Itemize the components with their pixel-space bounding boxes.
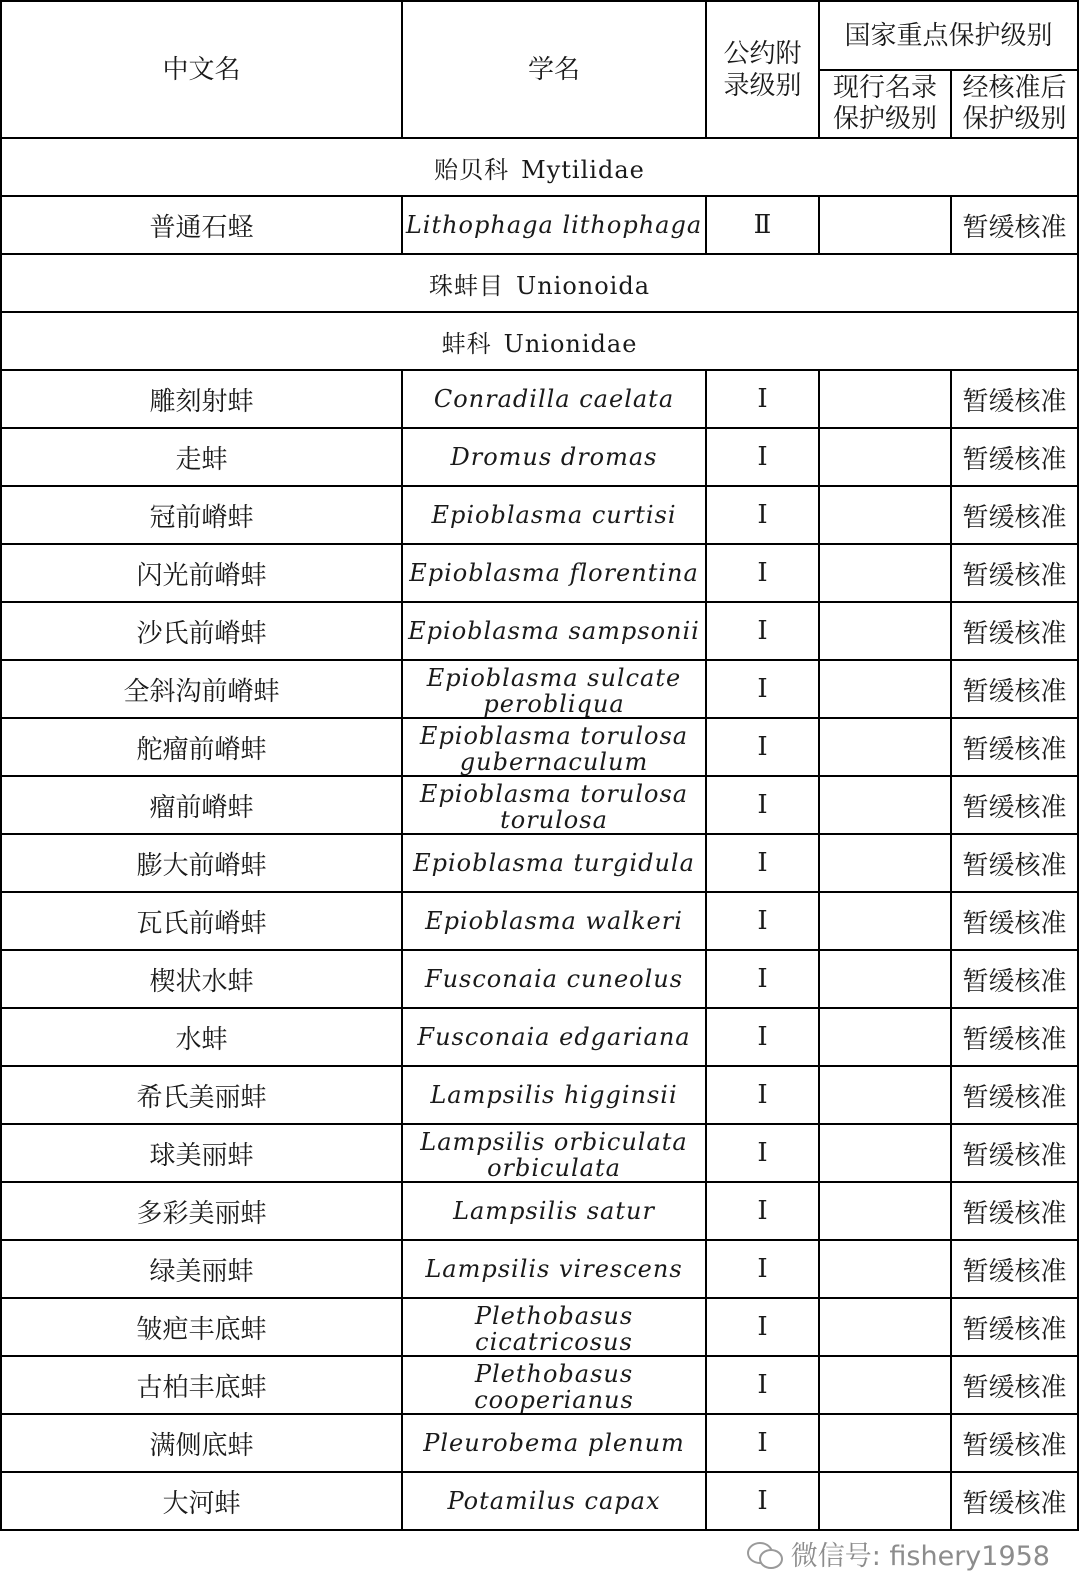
appendix-level-cell: Ⅰ — [706, 1008, 819, 1066]
approved-level-cell: 暂缓核准 — [951, 1240, 1078, 1298]
chinese-name-cell: 舵瘤前嵴蚌 — [1, 718, 402, 776]
table-row — [1, 196, 1078, 254]
scientific-name-cell — [402, 486, 706, 544]
scientific-name-part: Epioblasma walkeri — [425, 907, 683, 935]
scientific-name-cell — [402, 1182, 706, 1240]
current-level-cell — [819, 1008, 951, 1066]
approved-level-cell: 暂缓核准 — [951, 196, 1078, 254]
chinese-name-cell: 瓦氏前嵴蚌 — [1, 892, 402, 950]
scientific-name-cell — [402, 1298, 706, 1356]
scientific-name-part: Lampsilis orbiculata — [420, 1128, 688, 1156]
chinese-name-cell: 希氏美丽蚌 — [1, 1066, 402, 1124]
current-level-cell — [819, 1182, 951, 1240]
family-row — [1, 312, 1078, 370]
appendix-level-cell: Ⅰ — [706, 428, 819, 486]
appendix-level-cell: Ⅰ — [706, 1066, 819, 1124]
scientific-name-cell — [402, 1240, 706, 1298]
chinese-name-cell: 走蚌 — [1, 428, 402, 486]
header-approved-line2: 保护级别 — [962, 104, 1067, 134]
current-level-cell — [819, 370, 951, 428]
family-name-cn: 贻贝科 — [434, 155, 510, 184]
order-name-latin: Unionoida — [515, 271, 651, 300]
current-level-cell — [819, 1356, 951, 1414]
table-row — [1, 1124, 1078, 1182]
approved-level-cell: 暂缓核准 — [951, 718, 1078, 776]
approved-level-cell: 暂缓核准 — [951, 834, 1078, 892]
chinese-name-cell: 雕刻射蚌 — [1, 370, 402, 428]
scientific-name-part: cooperianus — [474, 1386, 634, 1414]
scientific-name-part: Plethobasus — [474, 1302, 634, 1330]
table-row — [1, 1008, 1078, 1066]
family-heading — [1, 312, 1078, 370]
scientific-name-part: Pleurobema plenum — [423, 1429, 685, 1457]
chinese-name-cell: 绿美丽蚌 — [1, 1240, 402, 1298]
current-level-cell — [819, 660, 951, 718]
approved-level-cell: 暂缓核准 — [951, 1182, 1078, 1240]
appendix-level-cell: Ⅰ — [706, 660, 819, 718]
chinese-name-cell: 满侧底蚌 — [1, 1414, 402, 1472]
family-row — [1, 138, 1078, 196]
chinese-name-cell: 水蚌 — [1, 1008, 402, 1066]
scientific-name-part: Epioblasma florentina — [409, 559, 699, 587]
table-row — [1, 950, 1078, 1008]
appendix-level-cell: Ⅰ — [706, 1124, 819, 1182]
current-level-cell — [819, 196, 951, 254]
current-level-cell — [819, 718, 951, 776]
scientific-name-part: Epioblasma torulosa — [419, 722, 689, 750]
scientific-name-cell — [402, 1414, 706, 1472]
table-row — [1, 892, 1078, 950]
appendix-level-cell: Ⅰ — [706, 370, 819, 428]
table-row — [1, 1066, 1078, 1124]
scientific-name-part: Epioblasma torulosa — [419, 780, 689, 808]
approved-level-cell: 暂缓核准 — [951, 1356, 1078, 1414]
appendix-level-cell: Ⅰ — [706, 602, 819, 660]
table-row — [1, 486, 1078, 544]
appendix-level-cell: Ⅰ — [706, 718, 819, 776]
approved-level-cell: 暂缓核准 — [951, 1008, 1078, 1066]
header-appendix-line1: 公约附 — [723, 38, 802, 69]
header-approved-level — [951, 70, 1078, 138]
header-current-line2: 保护级别 — [832, 104, 937, 134]
scientific-name-cell — [402, 776, 706, 834]
scientific-name-part: Epioblasma sampsonii — [408, 617, 700, 645]
scientific-name-part: Lampsilis satur — [453, 1197, 655, 1225]
approved-level-cell: 暂缓核准 — [951, 1298, 1078, 1356]
scientific-name-cell — [402, 834, 706, 892]
approved-level-cell: 暂缓核准 — [951, 950, 1078, 1008]
table-row — [1, 834, 1078, 892]
appendix-level-cell: Ⅱ — [706, 196, 819, 254]
order-name-cn: 珠蚌目 — [428, 271, 504, 300]
header-current-level — [819, 70, 951, 138]
scientific-name-part: Fusconaia cuneolus — [424, 965, 684, 993]
approved-level-cell: 暂缓核准 — [951, 1414, 1078, 1472]
table-row — [1, 1472, 1078, 1530]
chinese-name-cell: 大河蚌 — [1, 1472, 402, 1530]
appendix-level-cell: Ⅰ — [706, 1182, 819, 1240]
approved-level-cell: 暂缓核准 — [951, 1066, 1078, 1124]
chinese-name-cell: 瘤前嵴蚌 — [1, 776, 402, 834]
approved-level-cell: 暂缓核准 — [951, 486, 1078, 544]
table-row — [1, 1182, 1078, 1240]
appendix-level-cell: Ⅰ — [706, 1298, 819, 1356]
scientific-name-part: torulosa — [500, 806, 608, 834]
scientific-name-cell — [402, 602, 706, 660]
scientific-name-cell — [402, 1472, 706, 1530]
appendix-level-cell: Ⅰ — [706, 892, 819, 950]
appendix-level-cell: Ⅰ — [706, 834, 819, 892]
table-row — [1, 1356, 1078, 1414]
scientific-name-cell — [402, 1124, 706, 1182]
current-level-cell — [819, 1240, 951, 1298]
scientific-name-part: Lithophaga lithophaga — [405, 211, 703, 239]
wechat-icon — [747, 1540, 781, 1568]
appendix-level-cell: Ⅰ — [706, 1472, 819, 1530]
scientific-name-part: Lampsilis higginsii — [430, 1081, 678, 1109]
watermark-text: 微信号: fishery1958 — [790, 1541, 1050, 1572]
scientific-name-part: orbiculata — [487, 1154, 621, 1182]
watermark — [747, 1534, 1050, 1573]
order-row — [1, 254, 1078, 312]
scientific-name-cell — [402, 428, 706, 486]
chinese-name-cell: 球美丽蚌 — [1, 1124, 402, 1182]
table-row — [1, 544, 1078, 602]
chinese-name-cell: 膨大前嵴蚌 — [1, 834, 402, 892]
family-heading — [1, 138, 1078, 196]
table-row — [1, 1414, 1078, 1472]
family-name-cn: 蚌科 — [441, 329, 492, 358]
scientific-name-cell — [402, 660, 706, 718]
scientific-name-part: Epioblasma curtisi — [431, 501, 677, 529]
current-level-cell — [819, 950, 951, 1008]
approved-level-cell: 暂缓核准 — [951, 892, 1078, 950]
table-row — [1, 1240, 1078, 1298]
current-level-cell — [819, 834, 951, 892]
approved-level-cell: 暂缓核准 — [951, 1124, 1078, 1182]
scientific-name-part: Plethobasus — [474, 1360, 634, 1388]
scientific-name-cell — [402, 1066, 706, 1124]
scientific-name-cell — [402, 718, 706, 776]
chinese-name-cell: 闪光前嵴蚌 — [1, 544, 402, 602]
approved-level-cell: 暂缓核准 — [951, 776, 1078, 834]
current-level-cell — [819, 1066, 951, 1124]
table-row — [1, 776, 1078, 834]
header-current-line1: 现行名录 — [832, 73, 937, 103]
appendix-level-cell: Ⅰ — [706, 950, 819, 1008]
approved-level-cell: 暂缓核准 — [951, 370, 1078, 428]
current-level-cell — [819, 892, 951, 950]
current-level-cell — [819, 428, 951, 486]
chinese-name-cell: 沙氏前嵴蚌 — [1, 602, 402, 660]
approved-level-cell: 暂缓核准 — [951, 544, 1078, 602]
scientific-name-part: Dromus dromas — [450, 443, 658, 471]
header-appendix-line2: 录级别 — [723, 70, 802, 101]
appendix-level-cell: Ⅰ — [706, 776, 819, 834]
current-level-cell — [819, 602, 951, 660]
table-row — [1, 602, 1078, 660]
current-level-cell — [819, 544, 951, 602]
scientific-name-cell — [402, 196, 706, 254]
scientific-name-cell — [402, 1008, 706, 1066]
current-level-cell — [819, 1124, 951, 1182]
current-level-cell — [819, 486, 951, 544]
scientific-name-part: cicatricosus — [475, 1328, 633, 1356]
scientific-name-cell — [402, 892, 706, 950]
table-row — [1, 1298, 1078, 1356]
appendix-level-cell: Ⅰ — [706, 1240, 819, 1298]
scientific-name-part: Conradilla caelata — [433, 385, 675, 413]
current-level-cell — [819, 1298, 951, 1356]
approved-level-cell: 暂缓核准 — [951, 602, 1078, 660]
scientific-name-cell — [402, 370, 706, 428]
table-row — [1, 370, 1078, 428]
header-chinese-name: 中文名 — [1, 1, 402, 138]
appendix-level-cell: Ⅰ — [706, 486, 819, 544]
family-name-latin: Unionidae — [503, 329, 638, 358]
current-level-cell — [819, 1414, 951, 1472]
header-national-protection: 国家重点保护级别 — [819, 1, 1078, 70]
chinese-name-cell: 多彩美丽蚌 — [1, 1182, 402, 1240]
header-approved-line1: 经核准后 — [962, 73, 1067, 103]
current-level-cell — [819, 1472, 951, 1530]
chinese-name-cell: 古柏丰底蚌 — [1, 1356, 402, 1414]
chinese-name-cell: 皱疤丰底蚌 — [1, 1298, 402, 1356]
approved-level-cell: 暂缓核准 — [951, 1472, 1078, 1530]
scientific-name-part: perobliqua — [483, 690, 625, 718]
scientific-name-part: gubernaculum — [459, 748, 649, 776]
scientific-name-part: Potamilus capax — [447, 1487, 661, 1515]
order-heading — [1, 254, 1078, 312]
table-row — [1, 660, 1078, 718]
approved-level-cell: 暂缓核准 — [951, 428, 1078, 486]
approved-level-cell: 暂缓核准 — [951, 660, 1078, 718]
chinese-name-cell: 楔状水蚌 — [1, 950, 402, 1008]
header-scientific-name: 学名 — [402, 1, 706, 138]
scientific-name-part: Epioblasma sulcate — [426, 664, 682, 692]
table-row — [1, 718, 1078, 776]
appendix-level-cell: Ⅰ — [706, 544, 819, 602]
chinese-name-cell: 冠前嵴蚌 — [1, 486, 402, 544]
scientific-name-cell — [402, 950, 706, 1008]
scientific-name-part: Fusconaia edgariana — [417, 1023, 691, 1051]
header-appendix-level — [706, 1, 819, 138]
scientific-name-part: Lampsilis virescens — [425, 1255, 683, 1283]
scientific-name-cell — [402, 1356, 706, 1414]
scientific-name-cell — [402, 544, 706, 602]
current-level-cell — [819, 776, 951, 834]
table-row — [1, 428, 1078, 486]
chinese-name-cell: 全斜沟前嵴蚌 — [1, 660, 402, 718]
family-name-latin: Mytilidae — [521, 155, 645, 184]
appendix-level-cell: Ⅰ — [706, 1356, 819, 1414]
scientific-name-part: Epioblasma turgidula — [413, 849, 695, 877]
appendix-level-cell: Ⅰ — [706, 1414, 819, 1472]
chinese-name-cell: 普通石蛏 — [1, 196, 402, 254]
